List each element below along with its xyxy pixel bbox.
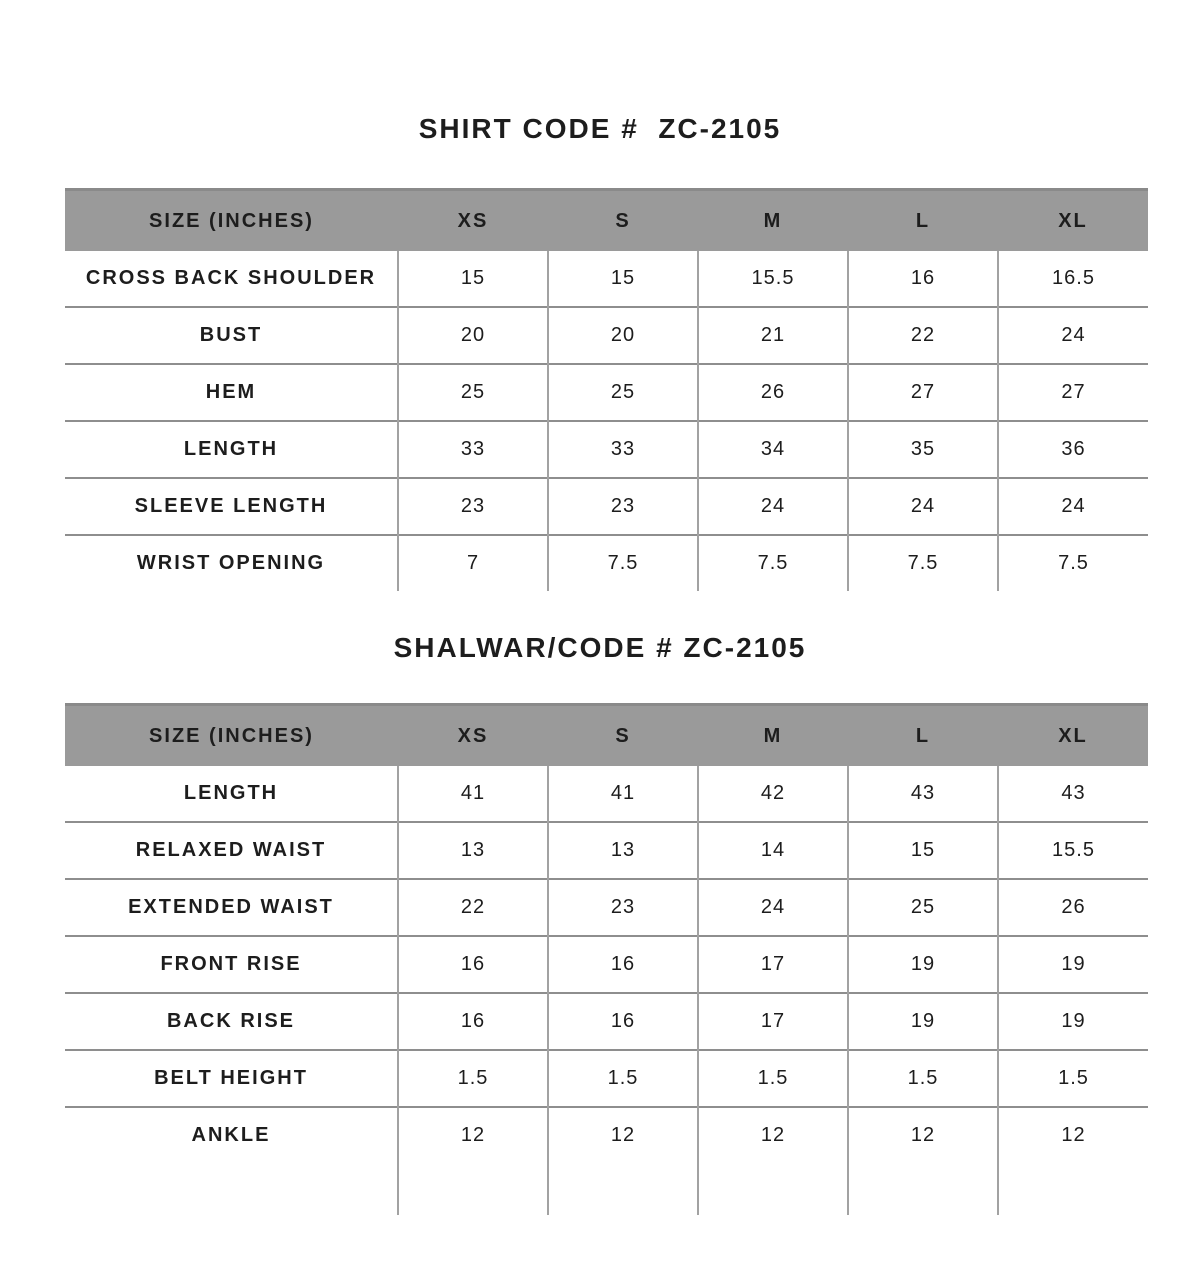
row-label: BELT HEIGHT (65, 1050, 398, 1107)
row-label: LENGTH (65, 421, 398, 478)
size-value: 16.5 (998, 251, 1148, 307)
size-value: 16 (548, 993, 698, 1050)
table-row (65, 1050, 1148, 1107)
size-value: 35 (848, 421, 998, 478)
size-value: 22 (398, 879, 548, 936)
size-value: 12 (998, 1107, 1148, 1163)
size-value: 19 (998, 936, 1148, 993)
table-row (65, 822, 1148, 879)
table-row (65, 421, 1148, 478)
size-value: 34 (698, 421, 848, 478)
table-row (65, 879, 1148, 936)
spacer-cell (398, 1163, 548, 1215)
size-value: 36 (998, 421, 1148, 478)
shirt-size-table (65, 188, 1148, 591)
shalwar-size-table (65, 703, 1148, 1215)
size-value: 42 (698, 766, 848, 822)
size-value: 15 (848, 822, 998, 879)
size-value: 7 (398, 535, 548, 591)
size-value: 19 (848, 993, 998, 1050)
size-value: 24 (998, 478, 1148, 535)
size-value: 7.5 (548, 535, 698, 591)
size-value: 13 (398, 822, 548, 879)
row-label: EXTENDED WAIST (65, 879, 398, 936)
size-value: 23 (548, 478, 698, 535)
size-value: 12 (548, 1107, 698, 1163)
size-value: 24 (998, 307, 1148, 364)
size-value: 24 (848, 478, 998, 535)
size-value: 16 (548, 936, 698, 993)
size-value: 43 (998, 766, 1148, 822)
column-header-l: L (848, 190, 998, 252)
size-value: 26 (698, 364, 848, 421)
table-row (65, 307, 1148, 364)
table-row (65, 1107, 1148, 1163)
column-header-l: L (848, 705, 998, 767)
column-header-m: M (698, 705, 848, 767)
size-value: 13 (548, 822, 698, 879)
header-row (65, 705, 1148, 767)
size-value: 7.5 (698, 535, 848, 591)
table-row (65, 364, 1148, 421)
table-row (65, 936, 1148, 993)
size-value: 12 (698, 1107, 848, 1163)
size-value: 1.5 (998, 1050, 1148, 1107)
shalwar-table-title: SHALWAR/CODE # ZC-2105 (393, 632, 807, 663)
row-label: HEM (65, 364, 398, 421)
size-value: 21 (698, 307, 848, 364)
size-value: 1.5 (698, 1050, 848, 1107)
size-value: 16 (848, 251, 998, 307)
size-value: 14 (698, 822, 848, 879)
column-header-size: SIZE (INCHES) (65, 190, 398, 252)
size-value: 15.5 (698, 251, 848, 307)
size-value: 24 (698, 879, 848, 936)
column-header-xs: XS (398, 705, 548, 767)
size-value: 20 (548, 307, 698, 364)
size-value: 16 (398, 993, 548, 1050)
table-row (65, 478, 1148, 535)
spacer-cell (848, 1163, 998, 1215)
size-value: 19 (998, 993, 1148, 1050)
column-header-xl: XL (998, 705, 1148, 767)
column-header-s: S (548, 705, 698, 767)
size-value: 7.5 (848, 535, 998, 591)
column-header-size: SIZE (INCHES) (65, 705, 398, 767)
row-label: ANKLE (65, 1107, 398, 1163)
table-bottom-spacer (65, 1163, 1148, 1215)
table-row (65, 535, 1148, 591)
header-row (65, 190, 1148, 252)
size-value: 1.5 (848, 1050, 998, 1107)
row-label: LENGTH (65, 766, 398, 822)
size-value: 12 (848, 1107, 998, 1163)
table-row (65, 251, 1148, 307)
size-value: 12 (398, 1107, 548, 1163)
row-label: BUST (65, 307, 398, 364)
spacer-cell (548, 1163, 698, 1215)
size-value: 15 (548, 251, 698, 307)
row-label: BACK RISE (65, 993, 398, 1050)
size-value: 23 (398, 478, 548, 535)
size-value: 7.5 (998, 535, 1148, 591)
column-header-xl: XL (998, 190, 1148, 252)
size-value: 25 (548, 364, 698, 421)
spacer-cell (998, 1163, 1148, 1215)
size-value: 27 (998, 364, 1148, 421)
size-value: 17 (698, 993, 848, 1050)
size-value: 15.5 (998, 822, 1148, 879)
size-value: 43 (848, 766, 998, 822)
row-label: WRIST OPENING (65, 535, 398, 591)
row-label: SLEEVE LENGTH (65, 478, 398, 535)
size-value: 20 (398, 307, 548, 364)
row-label: RELAXED WAIST (65, 822, 398, 879)
size-value: 41 (398, 766, 548, 822)
size-value: 22 (848, 307, 998, 364)
size-value: 15 (398, 251, 548, 307)
size-value: 24 (698, 478, 848, 535)
size-value: 1.5 (548, 1050, 698, 1107)
spacer-cell (65, 1163, 398, 1215)
size-value: 17 (698, 936, 848, 993)
column-header-xs: XS (398, 190, 548, 252)
size-value: 1.5 (398, 1050, 548, 1107)
size-value: 27 (848, 364, 998, 421)
column-header-m: M (698, 190, 848, 252)
size-value: 25 (398, 364, 548, 421)
size-value: 16 (398, 936, 548, 993)
size-value: 41 (548, 766, 698, 822)
size-value: 19 (848, 936, 998, 993)
size-value: 33 (398, 421, 548, 478)
size-value: 26 (998, 879, 1148, 936)
table-row (65, 766, 1148, 822)
size-value: 25 (848, 879, 998, 936)
row-label: CROSS BACK SHOULDER (65, 251, 398, 307)
column-header-s: S (548, 190, 698, 252)
shirt-table-title: SHIRT CODE # ZC-2105 (418, 113, 782, 144)
table-row (65, 993, 1148, 1050)
spacer-cell (698, 1163, 848, 1215)
size-value: 23 (548, 879, 698, 936)
row-label: FRONT RISE (65, 936, 398, 993)
size-value: 33 (548, 421, 698, 478)
